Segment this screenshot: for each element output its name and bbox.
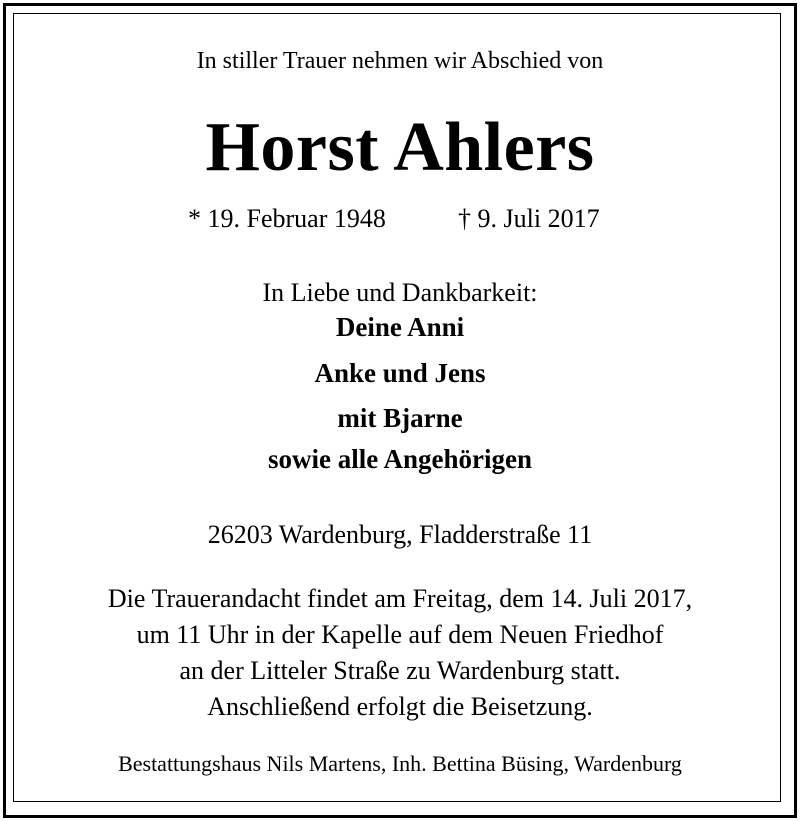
funeral-home: Bestattungshaus Nils Martens, Inh. Bettina Büsing, Wardenburg [118,751,682,776]
address: 26203 Wardenburg, Fladderstraße 11 [207,520,593,549]
mourner-line: sowie alle Angehörigen [268,444,532,474]
deceased-name: Horst Ahlers [205,109,595,186]
death-date: † 9. Juli 2017 [458,204,600,233]
mourner-line: Deine Anni [335,312,465,342]
service-line: Anschließend erfolgt die Beisetzung. [207,692,593,721]
mourners-intro: In Liebe und Dankbarkeit: [262,278,538,307]
mourner-line: Anke und Jens [314,358,486,388]
intro-text: In stiller Trauer nehmen wir Abschied von [196,48,604,74]
service-line: Die Trauerandacht findet am Freitag, dem 14. Juli 2017, [107,584,693,613]
service-line: an der Litteler Straße zu Wardenburg statt. [179,656,621,685]
birth-date: * 19. Februar 1948 [188,204,386,233]
mourner-line: mit Bjarne [337,403,463,433]
service-line: um 11 Uhr in der Kapelle auf dem Neuen Friedhof [136,620,664,649]
